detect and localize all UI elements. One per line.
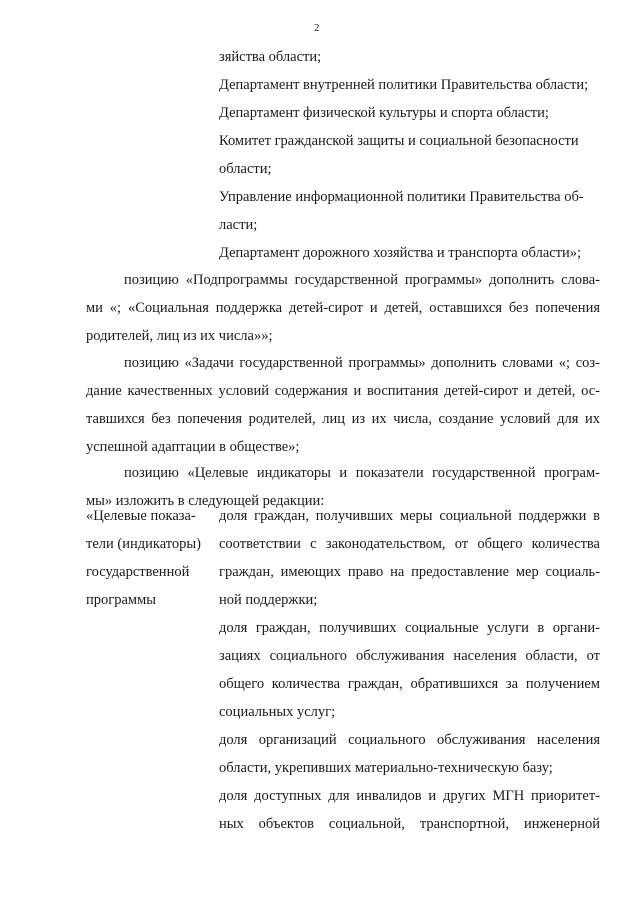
table-label-line: «Целевые показа- xyxy=(86,508,196,524)
table-value-line: доля доступных для инвалидов и других МГН приоритет- xyxy=(219,788,600,804)
list-line: Департамент физической культуры и спорта области; xyxy=(219,105,549,121)
table-label-line: государственной xyxy=(86,564,190,580)
table-value-line: граждан, имеющих право на предоставление мер социаль- xyxy=(219,564,600,580)
table-value-line: доля граждан, получивших меры социальной поддержки в xyxy=(219,508,600,524)
list-line: Комитет гражданской защиты и социальной безопасности xyxy=(219,133,579,149)
paragraph-line: дание качественных условий содержания и воспитания детей-сирот и детей, ос- xyxy=(86,383,600,399)
list-line: зяйства области; xyxy=(219,49,322,65)
list-line: Управление информационной политики Правительства об- xyxy=(219,189,584,205)
table-value-line: соответствии с законодательством, от общего количества xyxy=(219,536,600,552)
list-line: Департамент внутренней политики Правительства области; xyxy=(219,77,589,93)
table-value-line: зациях социального обслуживания населения области, от xyxy=(219,648,600,664)
paragraph-line: позицию «Задачи государственной программы» дополнить словами «; соз- xyxy=(124,355,600,371)
table-value-line: ных объектов социальной, транспортной, инженерной xyxy=(219,816,600,832)
table-value-line: доля организаций социального обслуживания населения xyxy=(219,732,600,748)
paragraph-line: позицию «Целевые индикаторы и показатели государственной програм- xyxy=(124,465,600,481)
paragraph-line: мы» изложить в следующей редакции: xyxy=(86,493,325,509)
table-value-line: социальных услуг; xyxy=(219,704,336,720)
page-number: 2 xyxy=(314,22,320,34)
table-value-line: ной поддержки; xyxy=(219,592,318,608)
table-value-line: общего количества граждан, обратившихся за получением xyxy=(219,676,600,692)
list-line: области; xyxy=(219,161,272,177)
list-line: Департамент дорожного хозяйства и транспорта области»; xyxy=(219,245,582,261)
paragraph-line: родителей, лиц из их числа»»; xyxy=(86,328,273,344)
table-value-line: доля граждан, получивших социальные услуги в органи- xyxy=(219,620,600,636)
paragraph-line: позицию «Подпрограммы государственной программы» дополнить слова- xyxy=(124,272,600,288)
paragraph-line: ми «; «Социальная поддержка детей-сирот и детей, оставшихся без попечения xyxy=(86,300,600,316)
list-line: ласти; xyxy=(219,217,258,233)
paragraph-line: успешной адаптации в обществе»; xyxy=(86,439,300,455)
table-label-line: программы xyxy=(86,592,156,608)
table-label-line: тели (индикаторы) xyxy=(86,536,201,552)
table-value-line: области, укрепивших материально-техническую базу; xyxy=(219,760,553,776)
paragraph-line: тавшихся без попечения родителей, лиц из их числа, создание условий для их xyxy=(86,411,600,427)
